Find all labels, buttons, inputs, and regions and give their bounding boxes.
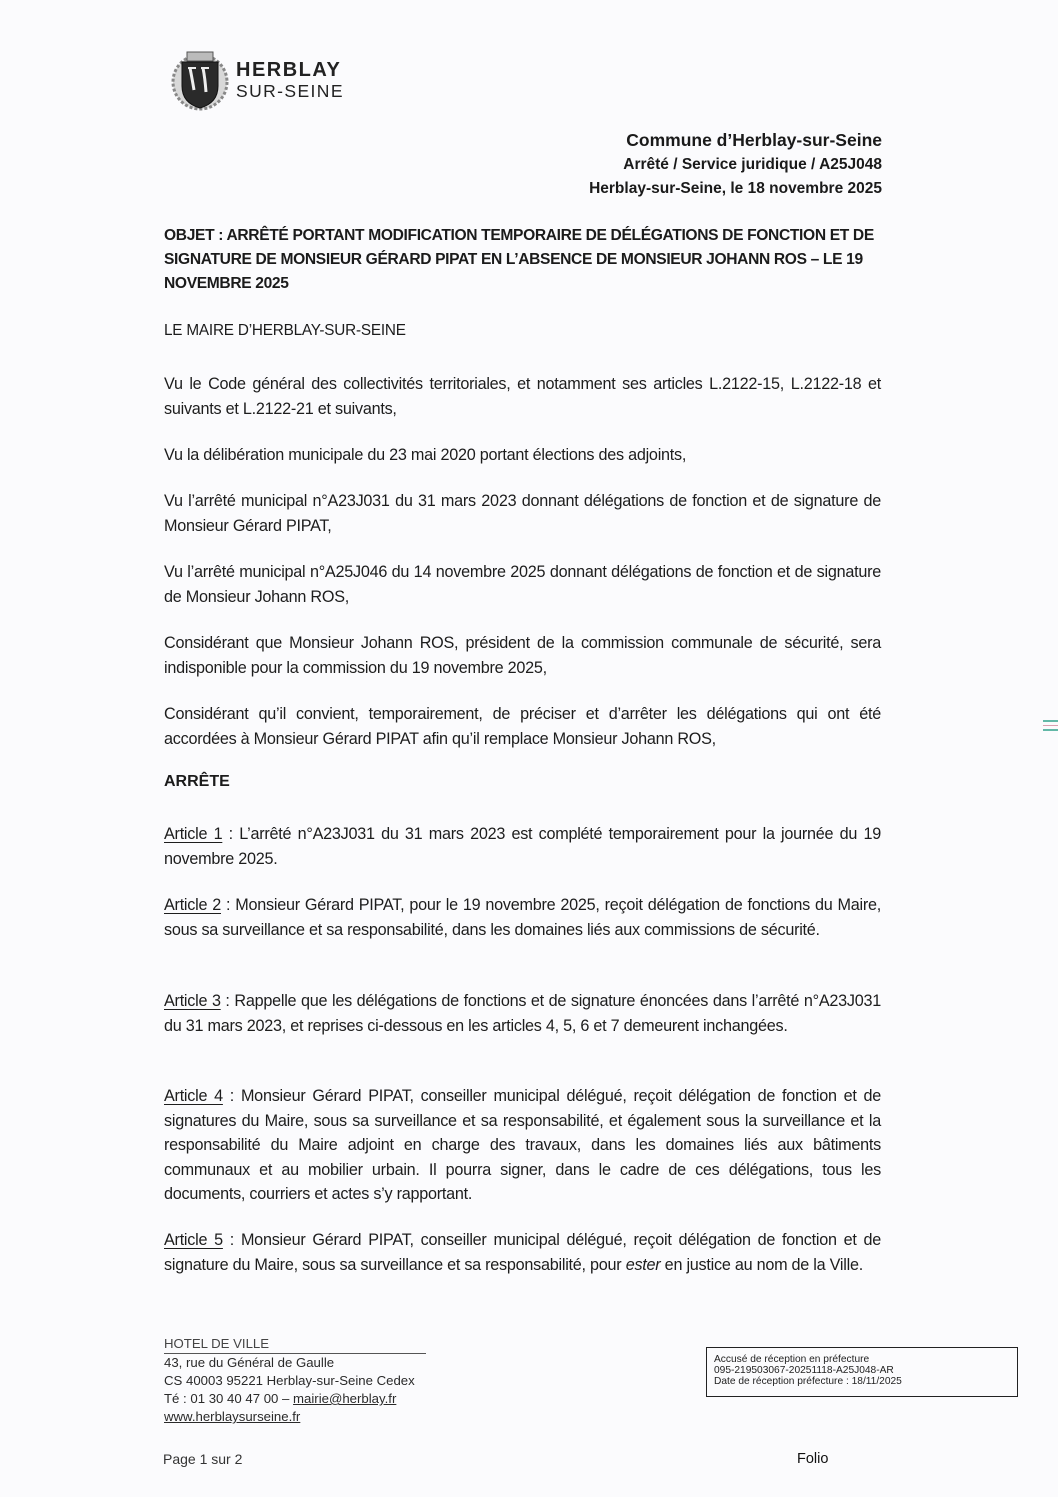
place-date: Herblay-sur-Seine, le 18 novembre 2025 <box>589 180 882 197</box>
stamp-line: Accusé de réception en préfecture <box>714 1354 870 1365</box>
article-label: Article 3 <box>164 992 221 1010</box>
folio-label: Folio <box>797 1451 829 1467</box>
article-text: en justice au nom de la Ville. <box>660 1255 863 1274</box>
article-5: Article 5 : Monsieur Gérard PIPAT, conseiller municipal délégué, reçoit délégation de fonction et de signature du Maire, sous sa surveillance et sa responsabilité, pour ester en justice au nom de la Ville. <box>164 1231 882 1274</box>
objet-heading: OBJET : ARRÊTÉ PORTANT MODIFICATION TEMPORAIRE DE DÉLÉGATIONS DE FONCTION ET DE SIGNATURE DE MONSIEUR GÉRARD PIPAT EN L’ABSENCE DE MONSIEUR JOHANN ROS – LE 19 NOVEMBRE 2025 <box>164 227 874 292</box>
hotel-de-ville: HOTEL DE VILLE <box>164 1335 426 1354</box>
visa-paragraph: Vu l’arrêté municipal n°A25J046 du 14 novembre 2025 donnant délégations de fonction et de signature de Monsieur Johann ROS, <box>164 563 881 606</box>
article-1: Article 1 : L’arrêté n°A23J031 du 31 mars 2023 est complété temporairement pour la journée du 19 novembre 2025. <box>164 825 881 868</box>
document-header <box>589 128 882 201</box>
reference: Arrêté / Service juridique / A25J048 <box>623 156 882 173</box>
phone: Té : 01 30 40 47 00 – <box>164 1391 294 1406</box>
article-text: Monsieur Gérard PIPAT, pour le 19 novembre 2025, reçoit délégation de fonctions du Maire, sous sa surveillance et sa responsabilité, dans les domaines liés aux commissions de sécurité. <box>164 896 882 939</box>
coat-of-arms-icon <box>170 48 230 112</box>
visa-paragraph: Vu la délibération municipale du 23 mai 2020 portant élections des adjoints, <box>164 446 687 464</box>
contact-line <box>164 1390 426 1408</box>
article-label: Article 2 <box>164 896 221 914</box>
article-text: Rappelle que les délégations de fonctions et de signature énoncées dans l’arrêté n°A23J031 du 31 mars 2023, et reprises ci-dessous en les articles 4, 5, 6 et 7 demeurent inchangées. <box>164 992 881 1035</box>
article-label: Article 1 <box>164 825 223 843</box>
article-label: Article 4 <box>164 1087 223 1105</box>
postal-address: CS 40003 95221 Herblay-sur-Seine Cedex <box>164 1373 415 1388</box>
article-text: L’arrêté n°A23J031 du 31 mars 2023 est complété temporairement pour la journée du 19 novembre 2025. <box>164 825 881 868</box>
website-link[interactable]: www.herblaysurseine.fr <box>164 1409 301 1424</box>
article-text-italic: ester <box>625 1255 661 1274</box>
street-address: 43, rue du Général de Gaulle <box>164 1355 335 1370</box>
prefecture-receipt-stamp <box>706 1347 1018 1397</box>
stamp-line: 095-219503067-20251118-A25J048-AR <box>714 1365 894 1376</box>
visa-paragraph: Vu le Code général des collectivités territoriales, et notamment ses articles L.2122-15, L.2122-18 et suivants et L.2122-21 et suivants, <box>164 375 881 418</box>
considerant-paragraph: Considérant qu’il convient, temporairement, de préciser et d’arrêter les délégations qui ont été accordées à Monsieur Gérard PIPAT afin qu’il remplace Monsieur Johann ROS, <box>164 705 881 748</box>
considerant-paragraph: Considérant que Monsieur Johann ROS, président de la commission communale de sécurité, sera indisponible pour la commission du 19 novembre 2025, <box>164 634 881 677</box>
logo-subtitle: SUR-SEINE <box>236 80 344 101</box>
article-text: Monsieur Gérard PIPAT, conseiller municipal délégué, reçoit délégation de fonction et de signature du Maire, sous sa surveillance et sa responsabilité, pour <box>164 1231 882 1274</box>
maire-title: LE MAIRE D’HERBLAY-SUR-SEINE <box>164 322 406 339</box>
article-text: Monsieur Gérard PIPAT, conseiller municipal délégué, reçoit délégation de fonction et de signatures du Maire, sous sa surveillance et sa responsabilité, et également sous la surveillance et la responsabilité du Maire adjoint en charge des travaux, dans les domaines liés aux bâtiments communaux et au mobilier urbain. Il pourra signer, dans le cadre de ces délégations, tous les documents, courriers et actes s’y rapportant. <box>164 1087 882 1203</box>
arrete-title: ARRÊTE <box>164 773 230 790</box>
stamp-line: Date de réception préfecture : 18/11/2025 <box>714 1376 902 1387</box>
herblay-logo <box>170 48 344 112</box>
commune-name: Commune d’Herblay-sur-Seine <box>626 130 882 150</box>
visa-paragraph: Vu l’arrêté municipal n°A23J031 du 31 mars 2023 donnant délégations de fonction et de signature de Monsieur Gérard PIPAT, <box>164 492 881 535</box>
scan-edge-mark <box>1043 720 1058 734</box>
article-2: Article 2 : Monsieur Gérard PIPAT, pour le 19 novembre 2025, reçoit délégation de fonctions du Maire, sous sa surveillance et sa responsabilité, dans les domaines liés aux commissions de sécurité. <box>164 896 882 939</box>
article-label: Article 5 <box>164 1231 223 1249</box>
email-link[interactable]: mairie@herblay.fr <box>293 1391 397 1406</box>
page-number: Page 1 sur 2 <box>163 1451 243 1467</box>
footer-address <box>164 1335 426 1426</box>
logo-title: HERBLAY <box>236 58 342 81</box>
article-4: Article 4 : Monsieur Gérard PIPAT, conseiller municipal délégué, reçoit délégation de fonction et de signatures du Maire, sous sa surveillance et sa responsabilité, et également sous la surveillance et la responsabilité du Maire adjoint en charge des travaux, dans les domaines liés aux bâtiments communaux et au mobilier urbain. Il pourra signer, dans le cadre de ces délégations, tous les documents, courriers et actes s’y rapportant. <box>164 1087 882 1203</box>
article-3: Article 3 : Rappelle que les délégations de fonctions et de signature énoncées dans l’arrêté n°A23J031 du 31 mars 2023, et reprises ci-dessous en les articles 4, 5, 6 et 7 demeurent inchangées. <box>164 992 881 1035</box>
